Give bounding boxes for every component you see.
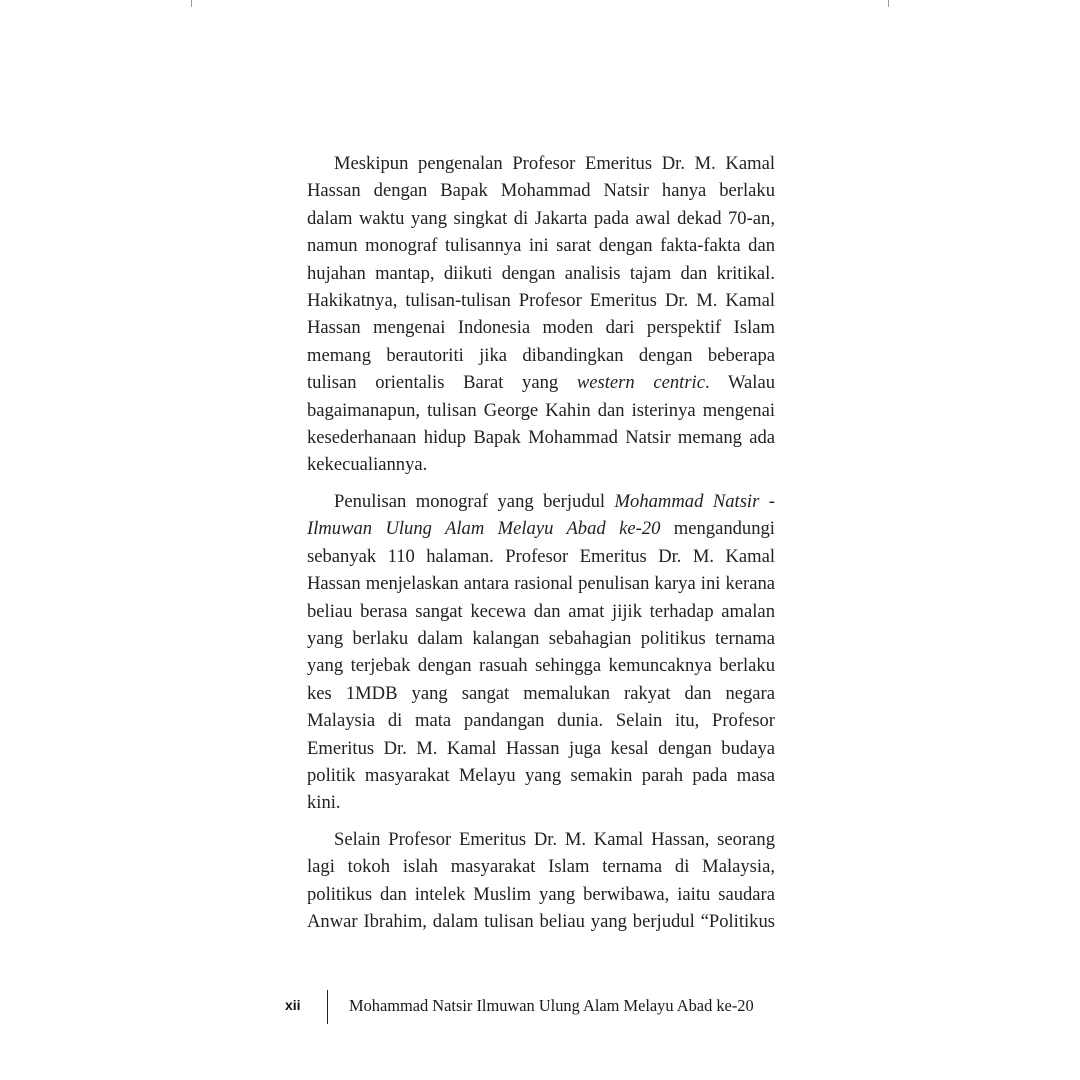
paragraph-2-text-a: Penulisan monograf yang berjudul: [334, 490, 615, 512]
paragraph-1-text-a: Meskipun pengenalan Profesor Emeritus Dr. M. Kamal Hassan dengan Bapak Mohammad Natsir hanya berlaku dalam waktu yang singkat di Jakarta pada awal dekad 70-an, namun monograf tulisannya ini sarat dengan fakta-fakta dan hujahan mantap, diikuti dengan analisis tajam dan kritikal. Hakikatnya, tulisan-tulisan Profesor Emeritus Dr. M. Kamal Hassan mengenai Indonesia moden dari perspektif Islam memang berautoriti jika dibandingkan dengan beberapa tulisan orientalis Barat yang: [307, 153, 775, 394]
paragraph-1-text-b: . Walau bagaimanapun, tulisan George Kahin dan isterinya mengenai kesederhanaan hidup Bapak Mohammad Natsir memang ada kekecualiannya.: [307, 372, 775, 476]
paragraph-2-italic-title: Mohammad Natsir - Ilmuwan Ulung Alam Melayu Abad ke-20: [307, 490, 775, 540]
running-title: Mohammad Natsir Ilmuwan Ulung Alam Melayu Abad ke-20: [349, 996, 754, 1015]
crop-mark-left: [191, 0, 192, 7]
paragraph-1: [307, 150, 775, 479]
footer-divider: [327, 990, 328, 1024]
paragraph-1-italic-term: western centric: [576, 372, 705, 394]
paragraph-2: [307, 488, 775, 817]
paragraph-3: [307, 826, 775, 936]
paragraph-2-text-b: mengandungi sebanyak 110 halaman. Profesor Emeritus Dr. M. Kamal Hassan menjelaskan antara rasional penulisan karya ini kerana beliau berasa sangat kecewa dan amat jijik terhadap amalan yang berlaku dalam kalangan sebahagian politikus ternama yang terjebak dengan rasuah sehingga kemuncaknya berlaku kes 1MDB yang sangat memalukan rakyat dan negara Malaysia di mata pandangan dunia. Selain itu, Profesor Emeritus Dr. M. Kamal Hassan juga kesal dengan budaya politik masyarakat Melayu yang semakin parah pada masa kini.: [307, 518, 775, 814]
body-text: [307, 150, 775, 935]
crop-mark-right: [888, 0, 889, 7]
page-number: xii: [285, 997, 301, 1013]
paragraph-3-text: Selain Profesor Emeritus Dr. M. Kamal Hassan, seorang lagi tokoh islah masyarakat Islam ternama di Malaysia, politikus dan intelek Muslim yang berwibawa, iaitu saudara Anwar Ibrahim, dalam tulisan beliau yang berjudul “Politikus: [307, 828, 775, 932]
